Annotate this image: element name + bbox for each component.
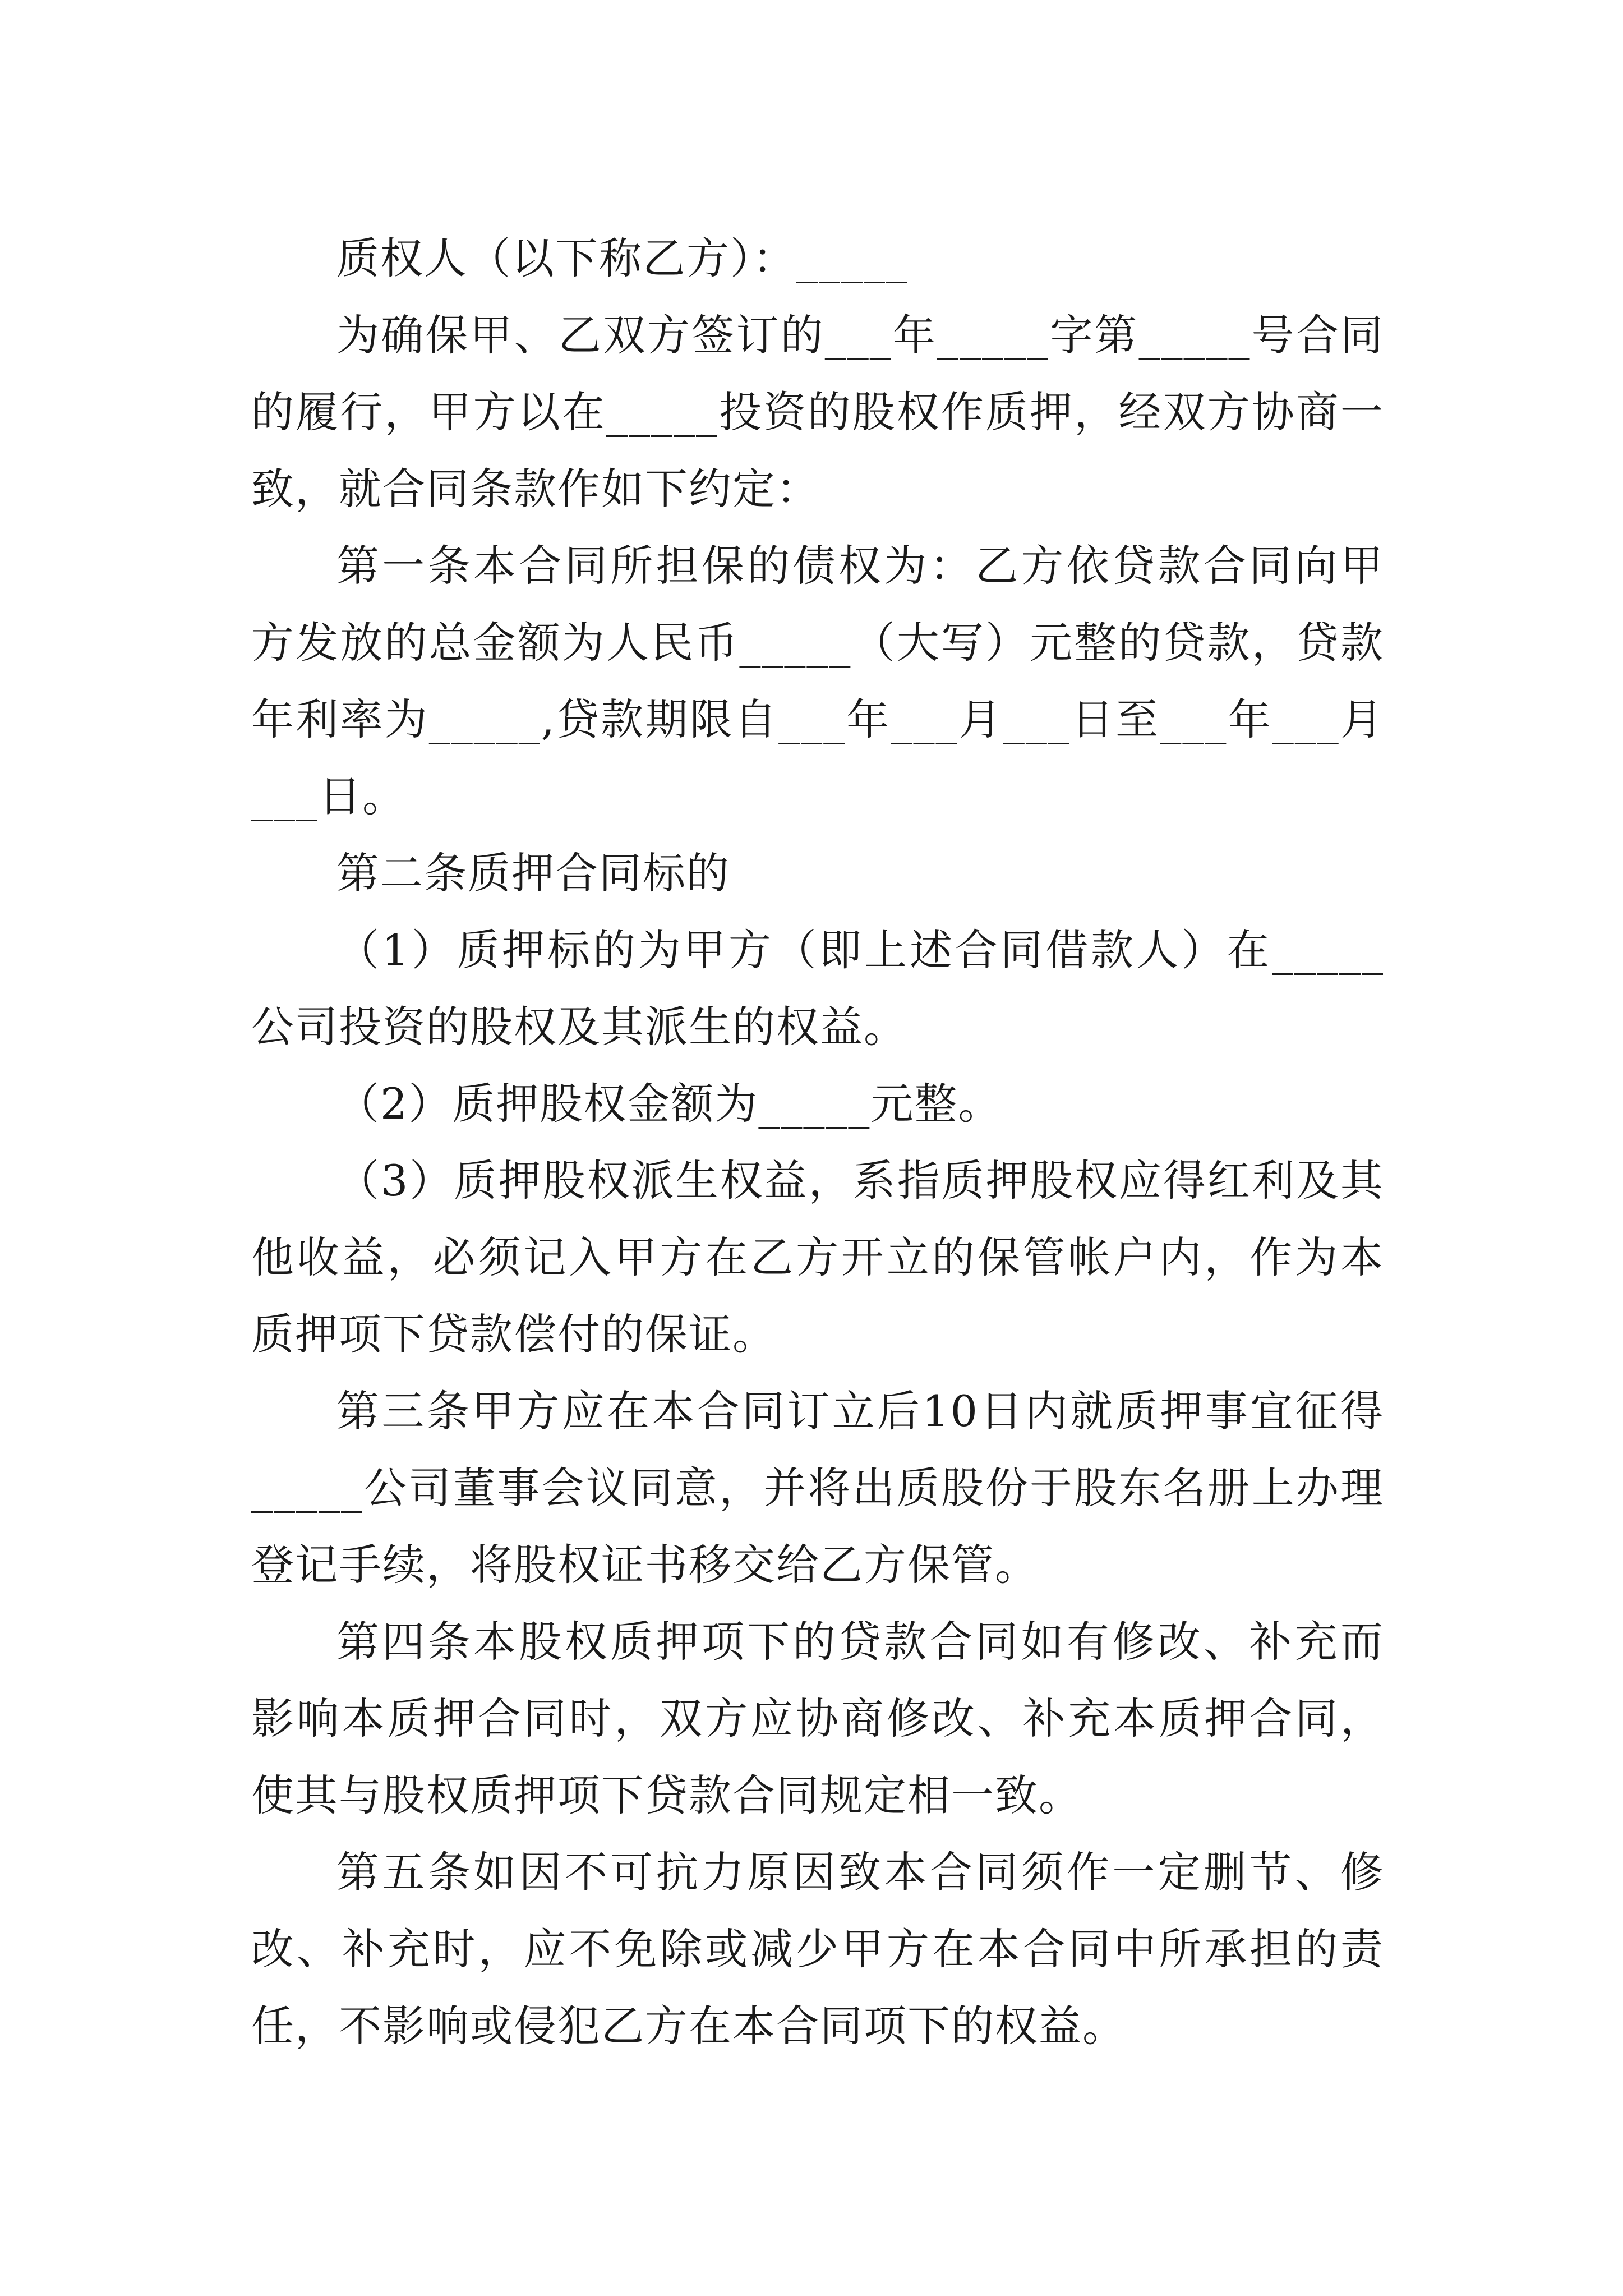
paragraph-article-2-item-1: （1）质押标的为甲方（即上述合同借款人）在_____公司投资的股权及其派生的权益。 [251,925,1384,1052]
paragraph-article-2-item-3: （3）质押股权派生权益，系指质押股权应得红利及其他收益，必须记入甲方在乙方开立的保管帐户内，作为本质押项下贷款偿付的保证。 [251,1156,1384,1359]
paragraph-article-1: 第一条本合同所担保的债权为：乙方依贷款合同向甲方发放的总金额为人民币_____（大写）元整的贷款，贷款年利率为_____,贷款期限自___年___月___日至___年___月___日。 [251,541,1384,821]
paragraph-article-2-heading: 第二条质押合同标的 [336,848,730,898]
document-body [251,220,1384,2064]
paragraph-pledgee: 质权人（以下称乙方）：_____ [336,233,909,283]
paragraph-article-4: 第四条本股权质押项下的贷款合同如有修改、补充而影响本质押合同时，双方应协商修改、补充本质押合同，使其与股权质押项下贷款合同规定相一致。 [251,1617,1384,1820]
paragraph-article-2-item-2: （2）质押股权金额为_____元整。 [336,1079,1002,1129]
paragraph-article-3: 第三条甲方应在本合同订立后10日内就质押事宜征得_____公司董事会议同意，并将出质股份于股东名册上办理登记手续，将股权证书移交给乙方保管。 [251,1386,1384,1590]
paragraph-article-5: 第五条如因不可抗力原因致本合同须作一定删节、修改、补充时，应不免除或减少甲方在本合同中所承担的责任，不影响或侵犯乙方在本合同项下的权益。 [251,1847,1384,2051]
paragraph-preamble: 为确保甲、乙双方签订的___年_____字第_____号合同的履行，甲方以在_____投资的股权作质押，经双方协商一致，就合同条款作如下约定： [251,310,1384,514]
